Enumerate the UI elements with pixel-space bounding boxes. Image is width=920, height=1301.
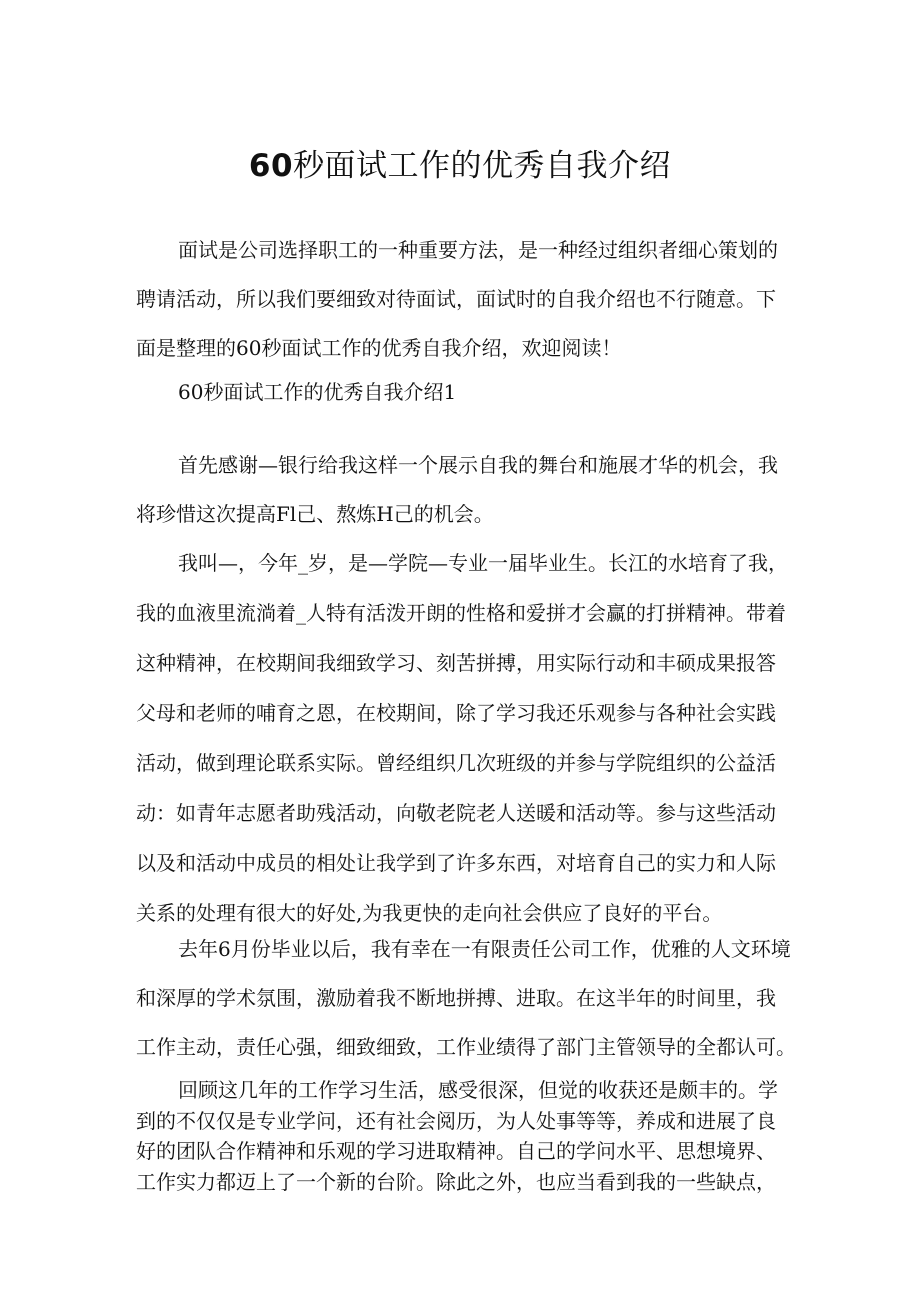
section-heading-text: 60秒面试工作的优秀自我介绍1 bbox=[178, 380, 457, 404]
paragraph-line: 面是整理的60秒面试工作的优秀自我介绍，欢迎阅读！ bbox=[136, 336, 622, 360]
paragraph-line: 首先感谢—银行给我这样一个展示自我的舞台和施展才华的机会，我 bbox=[178, 453, 778, 477]
body-paragraph bbox=[136, 538, 796, 938]
paragraph-line: 到的不仅仅是专业学问，还有社会阅历，为人处事等等，养成和进展了良 bbox=[136, 1108, 776, 1133]
paragraph-line: 面试是公司选择职工的一种重要方法，是一种经过组织者细心策划的 bbox=[178, 238, 778, 262]
title-number: 60 bbox=[248, 148, 294, 184]
paragraph-line: 工作主动，责任心强，细致细致，工作业绩得了部门主管领导的全都认可。 bbox=[136, 1035, 796, 1059]
paragraph-line: 关系的处理有很大的好处,为我更快的走向社会供应了良好的平台。 bbox=[136, 901, 723, 925]
body-paragraph bbox=[136, 925, 796, 1072]
paragraph-line: 聘请活动，所以我们要细致对待面试，面试时的自我介绍也不行随意。下 bbox=[136, 287, 776, 311]
paragraph-line: 好的团队合作精神和乐观的学习进取精神。自己的学问水平、思想境界、 bbox=[136, 1139, 776, 1163]
intro-paragraph bbox=[136, 226, 796, 373]
paragraph-line: 将珍惜这次提高Fl己、熬炼H己的机会。 bbox=[136, 502, 494, 526]
paragraph-line: 这种精神，在校期间我细致学习、刻苦拼搏，用实际行动和丰硕成果报答 bbox=[136, 651, 776, 675]
section-heading bbox=[136, 377, 796, 407]
paragraph-line: 以及和活动中成员的相处让我学到了许多东西，对培育自己的实力和人际 bbox=[136, 851, 776, 875]
paragraph-line: 我叫—，今年_岁，是—学院—专业一届毕业生。长江的水培育了我， bbox=[178, 551, 788, 575]
paragraph-line: 工作实力都迈上了一个新的台阶。除此之外，也应当看到我的一些缺点， bbox=[136, 1169, 776, 1194]
paragraph-line: 我的血液里流淌着_人特有活泼开朗的性格和爱拼才会赢的打拼精神。带着 bbox=[136, 601, 786, 625]
paragraph-line: 和深厚的学术氛围，激励着我不断地拼搏、进取。在这半年的时间里，我 bbox=[136, 986, 776, 1010]
page-title bbox=[0, 146, 920, 186]
body-paragraph bbox=[136, 1075, 796, 1197]
paragraph-line: 回顾这几年的工作学习生活，感受很深，但觉的收获还是颇丰的。学 bbox=[178, 1078, 778, 1102]
title-text: 秒面试工作的优秀自我介绍 bbox=[293, 148, 672, 184]
body-paragraph bbox=[136, 441, 796, 539]
paragraph-line: 去年6月份毕业以后，我有幸在一有限责任公司工作，优雅的人文环境 bbox=[178, 937, 791, 961]
paragraph-line: 父母和老师的哺育之恩，在校期间，除了学习我还乐观参与各种社会实践 bbox=[136, 701, 776, 725]
paragraph-line: 动：如青年志愿者助残活动，向敬老院老人送暖和活动等。参与这些活动 bbox=[136, 801, 776, 825]
paragraph-line: 活动，做到理论联系实际。曾经组织几次班级的并参与学院组织的公益活 bbox=[136, 751, 776, 775]
